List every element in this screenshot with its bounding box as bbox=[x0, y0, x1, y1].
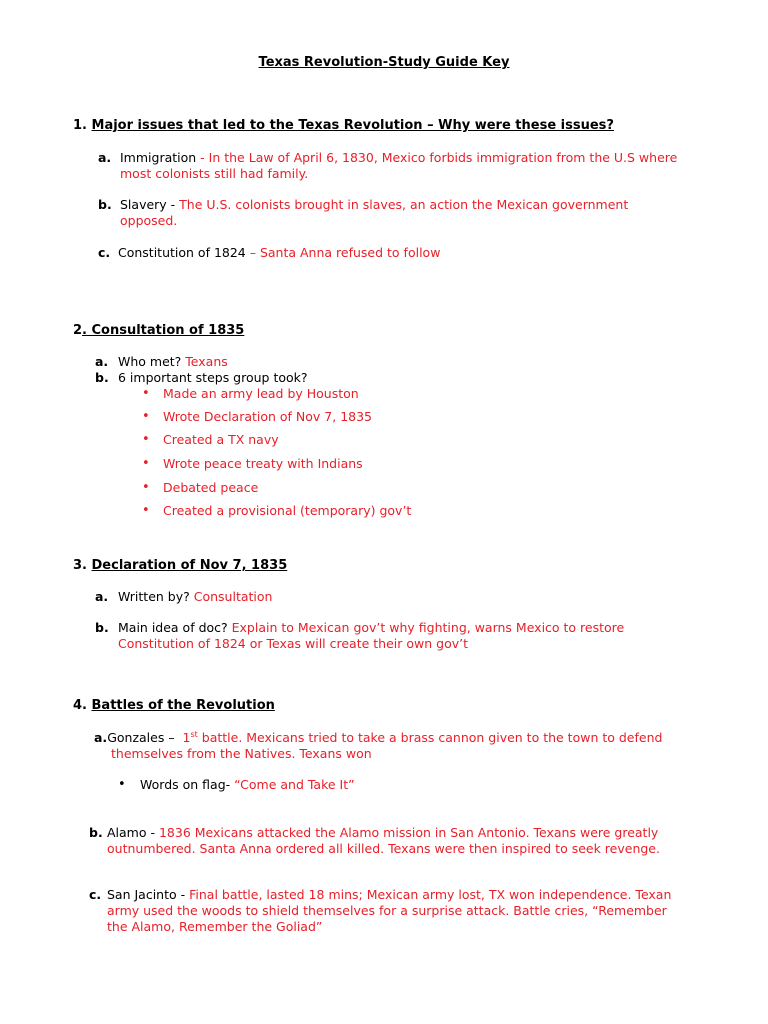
bullet-icon: • bbox=[142, 480, 150, 495]
bullet-icon: • bbox=[142, 456, 150, 471]
item-4a-answer-text: battle. Mexicans tried to take a brass cannon given to the town to defend bbox=[197, 730, 663, 745]
item-1b-letter: b. bbox=[98, 197, 112, 212]
item-1c-prompt: Constitution of 1824 bbox=[118, 245, 250, 260]
section-4-title: Battles of the Revolution bbox=[91, 698, 275, 713]
item-1b-answer-line1: The U.S. colonists brought in slaves, an action the Mexican government bbox=[179, 197, 629, 212]
bullet-icon: • bbox=[142, 409, 150, 424]
section-2-number: 2 bbox=[73, 323, 83, 338]
section-1-title: Major issues that led to the Texas Revolution – Why were these issues? bbox=[91, 118, 614, 133]
item-4a-line1 bbox=[94, 730, 662, 746]
item-1a-prompt: Immigration bbox=[120, 150, 201, 165]
step-item: Wrote Declaration of Nov 7, 1835 bbox=[163, 409, 373, 424]
bullet-icon: • bbox=[142, 503, 150, 518]
item-2b-letter: b. bbox=[95, 370, 109, 385]
item-2b-prompt: 6 important steps group took? bbox=[118, 370, 308, 385]
section-1-number: 1. bbox=[73, 118, 87, 133]
item-4c-letter: c. bbox=[89, 887, 102, 902]
item-3a-line bbox=[118, 589, 272, 605]
section-2-title: . Consultation of 1835 bbox=[82, 323, 245, 338]
item-3b-prompt: Main idea of doc? bbox=[118, 620, 232, 635]
item-4a-answer-line1 bbox=[183, 730, 663, 745]
bullet-icon: • bbox=[142, 386, 150, 401]
item-4c-line1 bbox=[107, 887, 671, 903]
item-3b-line1 bbox=[118, 620, 624, 636]
item-4c-answer-line3: the Alamo, Remember the Goliad” bbox=[107, 919, 323, 934]
item-1c-answer: – Santa Anna refused to follow bbox=[249, 245, 441, 260]
item-1b-prompt: Slavery - bbox=[120, 197, 180, 212]
bullet-icon: • bbox=[118, 777, 126, 792]
section-2-heading bbox=[73, 323, 244, 339]
item-4a-prompt: Gonzales – bbox=[107, 730, 179, 745]
item-1b-answer-line2: opposed. bbox=[120, 213, 178, 228]
section-4-heading bbox=[73, 698, 275, 714]
item-4b-letter: b. bbox=[89, 825, 103, 840]
ordinal-suffix: st bbox=[190, 730, 198, 739]
section-3-heading bbox=[73, 558, 287, 574]
page-title: Texas Revolution-Study Guide Key bbox=[258, 55, 510, 70]
item-3a-letter: a. bbox=[95, 589, 109, 604]
flag-words-answer: “Come and Take It” bbox=[234, 777, 355, 792]
item-3a-answer: Consultation bbox=[193, 589, 273, 604]
flag-words-line bbox=[140, 777, 355, 793]
item-4c-answer-line1: Final battle, lasted 18 mins; Mexican army lost, TX won independence. Texan bbox=[189, 887, 672, 902]
step-item: Made an army lead by Houston bbox=[163, 386, 359, 401]
section-3-title: Declaration of Nov 7, 1835 bbox=[91, 558, 288, 573]
item-1b-line1 bbox=[120, 197, 628, 213]
section-4-number: 4. bbox=[73, 698, 87, 713]
item-3b-answer-line1: Explain to Mexican gov’t why fighting, warns Mexico to restore bbox=[231, 620, 625, 635]
item-3a-prompt: Written by? bbox=[118, 589, 194, 604]
item-2a-prompt: Who met? bbox=[118, 354, 186, 369]
item-1c-line bbox=[118, 245, 440, 261]
step-item: Created a provisional (temporary) gov’t bbox=[163, 503, 412, 518]
item-3b-answer-line2: Constitution of 1824 or Texas will create their own gov’t bbox=[118, 636, 469, 651]
bullet-icon: • bbox=[142, 432, 150, 447]
step-item: Created a TX navy bbox=[163, 432, 279, 447]
item-4c-answer-line2: army used the woods to shield themselves for a surprise attack. Battle cries, “Remember bbox=[107, 903, 667, 918]
item-1c-letter: c. bbox=[98, 245, 111, 260]
item-1a-answer-line2: most colonists still had family. bbox=[120, 166, 309, 181]
item-4b-answer-line1: 1836 Mexicans attacked the Alamo mission in San Antonio. Texans were greatly bbox=[158, 825, 659, 840]
item-2a-line bbox=[118, 354, 228, 370]
item-4c-prompt: San Jacinto - bbox=[107, 887, 190, 902]
item-1a-letter: a. bbox=[98, 150, 112, 165]
section-3-number: 3. bbox=[73, 558, 87, 573]
item-1a-answer-line1: - In the Law of April 6, 1830, Mexico forbids immigration from the U.S where bbox=[200, 150, 678, 165]
flag-words-prompt: Words on flag- bbox=[140, 777, 235, 792]
item-4b-prompt: Alamo - bbox=[107, 825, 159, 840]
section-1-heading bbox=[73, 118, 614, 134]
ordinal-number: 1 bbox=[182, 730, 191, 745]
item-4b-line1 bbox=[107, 825, 658, 841]
step-item: Debated peace bbox=[163, 480, 259, 495]
item-4a-answer-line2: themselves from the Natives. Texans won bbox=[111, 746, 372, 761]
item-4b-answer-line2: outnumbered. Santa Anna ordered all killed. Texans were then inspired to seek revenge. bbox=[107, 841, 660, 856]
item-3b-letter: b. bbox=[95, 620, 109, 635]
step-item: Wrote peace treaty with Indians bbox=[163, 456, 363, 471]
item-2a-answer: Texans bbox=[185, 354, 228, 369]
item-4a-letter: a. bbox=[94, 730, 108, 745]
item-1a-line1 bbox=[120, 150, 677, 166]
item-2a-letter: a. bbox=[95, 354, 109, 369]
